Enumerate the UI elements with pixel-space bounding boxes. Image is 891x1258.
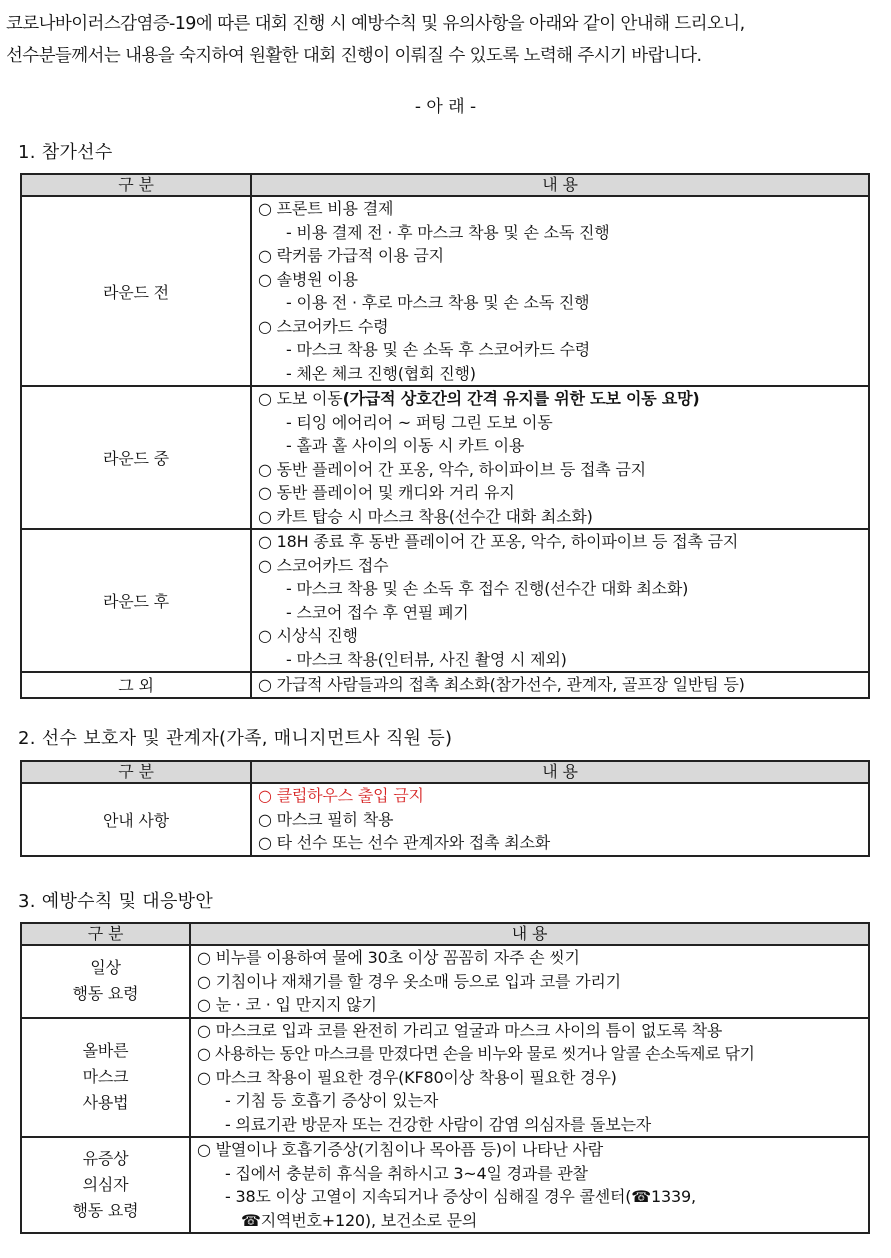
table-row [21, 1018, 869, 1138]
intro-line-2: 선수분들께서는 내용을 숙지하여 원활한 대회 진행이 이뤄질 수 있도록 노력해 주시기 바랍니다. [6, 46, 702, 66]
table-row [21, 529, 869, 672]
row-label: 일상 행동 요령 [21, 945, 190, 1018]
list-item: ○ 18H 종료 후 동반 플레이어 간 포옹, 악수, 하이파이브 등 접촉 금지 [258, 532, 739, 551]
list-item: ○ 타 선수 또는 선수 관계자와 접촉 최소화 [258, 833, 551, 852]
row-content [251, 196, 869, 386]
row-label: 안내 사항 [21, 783, 251, 856]
row-content [190, 1018, 869, 1138]
table-row [21, 196, 869, 386]
list-item: - 홀과 홀 사이의 이동 시 카트 이용 [286, 436, 525, 455]
col-content-header: 내 용 [251, 761, 869, 783]
row-label: 라운드 전 [21, 196, 251, 386]
list-item: ○ 솔병원 이용 [258, 269, 358, 289]
row-content [190, 1137, 869, 1233]
list-item: - 체온 체크 진행(협회 진행) [286, 363, 476, 383]
list-item: ○ 동반 플레이어 및 캐디와 거리 유지 [258, 483, 515, 502]
section-3-heading: 3. 예방수칙 및 대응방안 [18, 891, 214, 912]
table-row [21, 945, 869, 1018]
list-item: ○ 락커룸 가급적 이용 금지 [258, 246, 444, 265]
below-title: - 아 래 - [414, 97, 477, 117]
list-item: ○ 마스크 착용이 필요한 경우(KF80이상 착용이 필요한 경우) [197, 1067, 617, 1087]
list-item: ○ 스코어카드 수령 [258, 316, 389, 336]
list-item: ○ 도보 이동(가급적 상호간의 간격 유지를 위한 도보 이동 요망) [258, 389, 700, 408]
table-row [21, 386, 869, 529]
col-label-header: 구 분 [21, 174, 251, 196]
col-content-header: 내 용 [190, 923, 869, 945]
table-row [21, 672, 869, 698]
row-label: 그 외 [21, 672, 251, 698]
list-item: ○ 눈 · 코 · 입 만지지 않기 [197, 995, 377, 1014]
table-row [21, 783, 869, 856]
list-item: - 티잉 에어리어 ~ 퍼팅 그린 도보 이동 [286, 412, 553, 432]
list-item: - 기침 등 호흡기 증상이 있는자 [225, 1091, 439, 1110]
list-item: - 의료기관 방문자 또는 건강한 사람이 감염 의심자를 돌보는자 [225, 1114, 652, 1134]
list-item: - 비용 결제 전 · 후 마스크 착용 및 손 소독 진행 [286, 222, 610, 242]
intro-text [6, 8, 886, 72]
row-label: 라운드 후 [21, 529, 251, 672]
row-content [190, 945, 869, 1018]
col-label-header: 구 분 [21, 761, 251, 783]
list-item: ○ 동반 플레이어 간 포옹, 악수, 하이파이브 등 접촉 금지 [258, 459, 646, 479]
list-item: ○ 시상식 진행 [258, 626, 358, 645]
section-2-table [20, 760, 870, 857]
list-item: ○ 비누를 이용하여 물에 30초 이상 꼼꼼히 자주 손 씻기 [197, 948, 580, 967]
section-3-table [20, 922, 870, 1234]
row-label: 라운드 중 [21, 386, 251, 529]
list-item: - 집에서 충분히 휴식을 취하시고 3~4일 경과를 관찰 [225, 1163, 588, 1183]
list-item: ○ 기침이나 재채기를 할 경우 옷소매 등으로 입과 코를 가리기 [197, 971, 621, 991]
intro-line-1: 코로나바이러스감염증-19에 따른 대회 진행 시 예방수칙 및 유의사항을 아래와 같이 안내해 드리오니, [6, 14, 745, 34]
emphasis-text: (가급적 상호간의 간격 유지를 위한 도보 이동 요망) [342, 389, 700, 408]
list-item: ○ 카트 탑승 시 마스크 착용(선수간 대화 최소화) [258, 506, 593, 526]
section-1-heading: 1. 참가선수 [18, 142, 113, 163]
list-item: - 이용 전 · 후로 마스크 착용 및 손 소독 진행 [286, 293, 590, 312]
list-item: - 마스크 착용 및 손 소독 후 스코어카드 수령 [286, 340, 591, 359]
list-item: ○ 사용하는 동안 마스크를 만졌다면 손을 비누와 물로 씻거나 알콜 손소독제로 닦기 [197, 1044, 755, 1063]
col-content-header: 내 용 [251, 174, 869, 196]
list-item: ○ 마스크 필히 착용 [258, 809, 394, 829]
list-item: ○ 스코어카드 접수 [258, 555, 389, 575]
section-1-table [20, 173, 870, 699]
list-item: ○ 발열이나 호흡기증상(기침이나 목아픔 등)이 나타난 사람 [197, 1140, 604, 1159]
row-label: 유증상 의심자 행동 요령 [21, 1137, 190, 1233]
list-item: ○ 프론트 비용 결제 [258, 199, 394, 218]
list-item: - 마스크 착용(인터뷰, 사진 촬영 시 제외) [286, 649, 567, 669]
row-content [251, 672, 869, 698]
list-item: ☎지역번호+120), 보건소로 문의 [241, 1210, 478, 1230]
list-item: ○ 마스크로 입과 코를 완전히 가리고 얼굴과 마스크 사이의 틈이 없도록 착용 [197, 1020, 723, 1040]
section-2-heading: 2. 선수 보호자 및 관계자(가족, 매니지먼트사 직원 등) [18, 728, 453, 749]
list-item: ○ 가급적 사람들과의 접촉 최소화(참가선수, 관계자, 골프장 일반팀 등) [258, 675, 745, 694]
list-item: - 마스크 착용 및 손 소독 후 접수 진행(선수간 대화 최소화) [286, 579, 689, 598]
row-label: 올바른 마스크 사용법 [21, 1018, 190, 1138]
row-content [251, 783, 869, 856]
col-label-header: 구 분 [21, 923, 190, 945]
row-content [251, 529, 869, 672]
table-row [21, 1137, 869, 1233]
row-content [251, 386, 869, 529]
list-item: - 스코어 접수 후 연필 폐기 [286, 602, 469, 622]
list-item: - 38도 이상 고열이 지속되거나 증상이 심해질 경우 콜센터(☎1339, [225, 1187, 696, 1206]
list-item: ○ 클럽하우스 출입 금지 [258, 786, 424, 805]
